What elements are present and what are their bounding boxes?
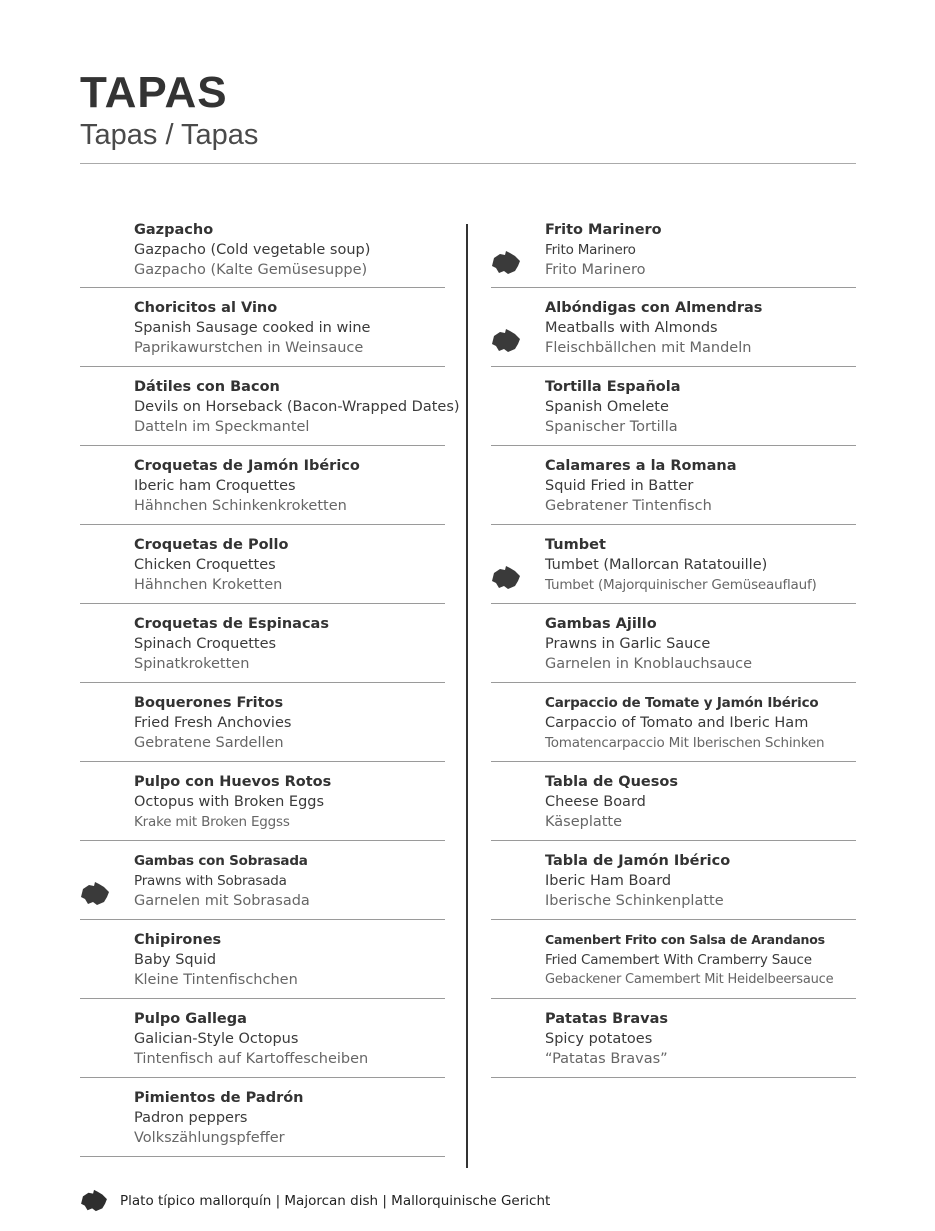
- dish-name-german: “Patatas Bravas”: [545, 1051, 668, 1067]
- dish-name-english: Tumbet (Mallorcan Ratatouille): [545, 557, 768, 573]
- dish-name-spanish: Croquetas de Espinacas: [134, 616, 329, 632]
- dish-name-german: Hähnchen Schinkenkroketten: [134, 498, 347, 514]
- dish-name-english: Prawns with Sobrasada: [134, 873, 287, 889]
- menu-item: [491, 841, 856, 920]
- dish-name-german: Paprikawurstchen in Weinsauce: [134, 340, 364, 356]
- majorca-island-icon: [491, 328, 521, 354]
- menu-item: [491, 604, 856, 683]
- page-title: TAPAS: [80, 68, 228, 117]
- dish-name-german: Iberische Schinkenplatte: [545, 893, 724, 909]
- column-divider: [466, 224, 468, 1168]
- dish-name-spanish: Pulpo Gallega: [134, 1011, 247, 1027]
- dish-name-german: Käseplatte: [545, 814, 623, 830]
- menu-item: [80, 683, 445, 762]
- menu-item: [491, 446, 856, 525]
- menu-item: [80, 210, 445, 288]
- dish-name-spanish: Gambas Ajillo: [545, 616, 657, 632]
- dish-name-spanish: Tabla de Jamón Ibérico: [545, 853, 731, 869]
- dish-name-english: Spinach Croquettes: [134, 636, 277, 652]
- dish-name-german: Tumbet (Majorquinischer Gemüseauflauf): [545, 577, 817, 593]
- dish-name-english: Carpaccio of Tomato and Iberic Ham: [545, 715, 809, 731]
- dish-name-english: Octopus with Broken Eggs: [134, 794, 325, 810]
- dish-name-english: Squid Fried in Batter: [545, 478, 694, 494]
- dish-name-spanish: Dátiles con Bacon: [134, 379, 280, 395]
- menu-item: [491, 525, 856, 604]
- dish-name-english: Fried Fresh Anchovies: [134, 715, 292, 731]
- menu-item: [491, 288, 856, 367]
- majorca-island-icon: [80, 881, 110, 907]
- menu-header: [80, 70, 856, 152]
- dish-name-german: Datteln im Speckmantel: [134, 419, 310, 435]
- dish-name-german: Frito Marinero: [545, 262, 646, 278]
- menu-item: [80, 604, 445, 683]
- menu-item: [491, 210, 856, 288]
- dish-name-german: Tintenfisch auf Kartoffescheiben: [134, 1051, 369, 1067]
- dish-name-spanish: Pimientos de Padrón: [134, 1090, 304, 1106]
- dish-name-english: Iberic Ham Board: [545, 873, 672, 889]
- menu-item: [80, 841, 445, 920]
- dish-name-english: Baby Squid: [134, 952, 217, 968]
- dish-name-german: Gebratener Tintenfisch: [545, 498, 712, 514]
- dish-name-english: Prawns in Garlic Sauce: [545, 636, 711, 652]
- dish-name-german: Spinatkroketten: [134, 656, 250, 672]
- dish-name-german: Spanischer Tortilla: [545, 419, 678, 435]
- dish-name-spanish: Tumbet: [545, 537, 606, 553]
- dish-name-english: Chicken Croquettes: [134, 557, 276, 573]
- menu-item: [80, 446, 445, 525]
- dish-name-german: Fleischbällchen mit Mandeln: [545, 340, 752, 356]
- dish-name-english: Padron peppers: [134, 1110, 248, 1126]
- dish-name-spanish: Gazpacho: [134, 222, 214, 238]
- menu-item: [491, 999, 856, 1078]
- left-menu-column: [80, 210, 460, 1157]
- dish-name-english: Frito Marinero: [545, 242, 636, 258]
- dish-name-spanish: Carpaccio de Tomate y Jamón Ibérico: [545, 695, 819, 711]
- dish-name-german: Hähnchen Kroketten: [134, 577, 283, 593]
- dish-name-english: Spanish Omelete: [545, 399, 669, 415]
- dish-name-spanish: Pulpo con Huevos Rotos: [134, 774, 332, 790]
- dish-name-spanish: Gambas con Sobrasada: [134, 853, 308, 869]
- dish-name-spanish: Albóndigas con Almendras: [545, 300, 763, 316]
- menu-item: [80, 762, 445, 841]
- menu-item: [491, 920, 856, 999]
- menu-item: [491, 683, 856, 762]
- dish-name-spanish: Patatas Bravas: [545, 1011, 668, 1027]
- menu-item: [80, 999, 445, 1078]
- dish-name-spanish: Croquetas de Pollo: [134, 537, 289, 553]
- dish-name-spanish: Boquerones Fritos: [134, 695, 284, 711]
- majorca-island-icon: [80, 1189, 108, 1213]
- legend-text: Plato típico mallorquín | Majorcan dish | Mallorquinische Gericht: [120, 1193, 551, 1209]
- dish-name-german: Volkszählungspfeffer: [134, 1130, 285, 1146]
- menu-item: [491, 367, 856, 446]
- majorca-island-icon: [491, 565, 521, 591]
- dish-name-spanish: Calamares a la Romana: [545, 458, 737, 474]
- menu-item: [80, 525, 445, 604]
- dish-name-spanish: Frito Marinero: [545, 222, 662, 238]
- dish-name-german: Krake mit Broken Eggss: [134, 814, 290, 830]
- dish-name-german: Kleine Tintenfischchen: [134, 972, 298, 988]
- menu-item: [80, 288, 445, 367]
- dish-name-english: Iberic ham Croquettes: [134, 478, 296, 494]
- page-subtitle: Tapas / Tapas: [80, 119, 259, 151]
- dish-name-german: Garnelen mit Sobrasada: [134, 893, 310, 909]
- dish-name-english: Gazpacho (Cold vegetable soup): [134, 242, 371, 258]
- dish-name-english: Meatballs with Almonds: [545, 320, 718, 336]
- dish-name-spanish: Tortilla Española: [545, 379, 681, 395]
- dish-name-english: Spanish Sausage cooked in wine: [134, 320, 371, 336]
- menu-item: [80, 1078, 445, 1157]
- dish-name-english: Devils on Horseback (Bacon-Wrapped Dates): [134, 399, 460, 415]
- dish-name-spanish: Chipirones: [134, 932, 222, 948]
- dish-name-german: Garnelen in Knoblauchsauce: [545, 656, 753, 672]
- dish-name-spanish: Camenbert Frito con Salsa de Arandanos: [545, 932, 825, 947]
- menu-item: [80, 367, 460, 446]
- dish-name-german: Tomatencarpaccio Mit Iberischen Schinken: [545, 735, 825, 751]
- dish-name-english: Fried Camembert With Cramberry Sauce: [545, 952, 812, 968]
- dish-name-english: Galician-Style Octopus: [134, 1031, 299, 1047]
- footer-legend: [80, 1187, 550, 1215]
- dish-name-spanish: Croquetas de Jamón Ibérico: [134, 458, 360, 474]
- dish-name-german: Gebratene Sardellen: [134, 735, 284, 751]
- dish-name-german: Gebackener Camembert Mit Heidelbeersauce: [545, 972, 834, 987]
- dish-name-german: Gazpacho (Kalte Gemüsesuppe): [134, 262, 368, 278]
- header-divider: [80, 163, 856, 164]
- majorca-island-icon: [491, 250, 521, 276]
- menu-item: [491, 762, 856, 841]
- dish-name-english: Spicy potatoes: [545, 1031, 653, 1047]
- dish-name-english: Cheese Board: [545, 794, 646, 810]
- right-menu-column: [491, 210, 856, 1078]
- dish-name-spanish: Choricitos al Vino: [134, 300, 278, 316]
- dish-name-spanish: Tabla de Quesos: [545, 774, 678, 790]
- menu-item: [80, 920, 445, 999]
